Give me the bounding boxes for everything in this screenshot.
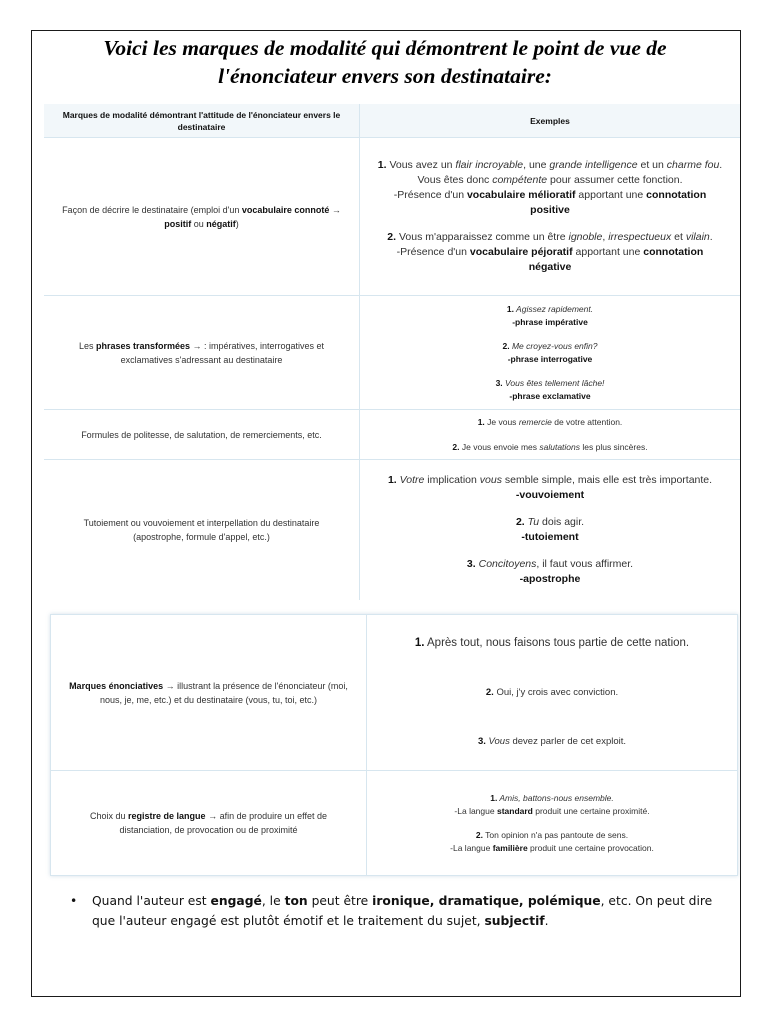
bullet-paragraph: • Quand l'auteur est engagé, le ton peut être ironique, dramatique, polémique, etc. On peut dire que l'auteur engagé est plutôt émotif et le traitement du sujet, subjectif. [70,891,726,931]
example-2-note: -La langue familière produit une certaine provocation. [450,842,654,853]
page-title: Voici les marques de modalité qui démontrent le point de vue de l'énonciateur envers son destinataire: [103,36,667,88]
example-3: 3. Vous êtes tellement lâche! [495,378,605,388]
example-2-note: -Présence d'un vocabulaire péjoratif apportant une connotation négative [396,246,704,273]
bullet-marker: • [70,894,78,908]
table-row-label: Marques énonciatives → illustrant la présence de l'énonciateur (moi, nous, je, me, etc.) et du destinataire (vous, tu, toi, etc.) [51,615,367,771]
example-2: 2. Me croyez-vous enfin? [502,341,598,351]
example-2-note: -tutoiement [521,531,579,543]
table-row-label: Formules de politesse, de salutation, de remerciements, etc. [44,410,360,460]
table-row-label: Tutoiement ou vouvoiement et interpellation du destinataire (apostrophe, formule d'appel, etc.) [44,460,360,600]
example-1: 1. Vous avez un flair incroyable, une grande intelligence et un charme fou. Vous êtes donc compétente pour assumer cette fonction. [377,159,723,186]
example-1-note: -La langue standard produit une certaine proximité. [454,805,650,816]
example-1: 1. Votre implication vous semble simple, mais elle est très importante. [387,474,713,486]
example-2: 2. Oui, j'y crois avec conviction. [485,687,619,698]
example-3: 3. Concitoyens, il faut vous affirmer. [466,558,634,570]
example-3: 3. Vous devez parler de cet exploit. [477,736,627,747]
example-2: 2. Vous m'apparaissez comme un être ignoble, irrespectueux et vilain. [387,231,713,243]
table-row-examples [367,615,737,771]
modality-table-continued [50,614,738,876]
example-1: 1. Amis, battons-nous ensemble. [490,793,614,803]
example-1-note: -Présence d'un vocabulaire mélioratif apportant une connotation positive [393,189,707,216]
table-row-examples [360,296,740,410]
example-1-note: -vouvoiement [515,489,585,501]
table-header-col1: Marques de modalité démontrant l'attitude de l'énonciateur envers le destinataire [44,104,360,138]
table-row-examples [360,410,740,460]
example-2: 2. Ton opinion n'a pas pantoute de sens. [475,830,629,840]
example-1-note: -phrase impérative [512,316,588,327]
example-2: 2. Tu dois agir. [515,516,585,528]
table-header-col2: Exemples [360,104,740,138]
example-1: 1. Je vous remercie de votre attention. [477,417,623,427]
table-row-examples [360,460,740,600]
example-1: 1. Agissez rapidement. [506,304,594,314]
example-3-note: -apostrophe [519,573,581,585]
example-3-note: -phrase exclamative [509,390,591,401]
example-2: 2. Je vous envoie mes salutations les plus sincères. [452,441,648,452]
table-row-label: Choix du registre de langue → afin de produire un effet de distanciation, de provocation ou de proximité [51,771,367,875]
table-row-label: Les phrases transformées → : impératives, interrogatives et exclamatives s'adressant au destinataire [44,296,360,410]
table-row-examples [360,138,740,296]
table-row-examples [367,771,737,875]
table-row-label: Façon de décrire le destinataire (emploi d'un vocabulaire connoté → positif ou négatif) [44,138,360,296]
example-2-note: -phrase interrogative [507,353,593,364]
modality-table [44,104,740,600]
example-1: 1. Après tout, nous faisons tous partie de cette nation. [414,637,690,649]
